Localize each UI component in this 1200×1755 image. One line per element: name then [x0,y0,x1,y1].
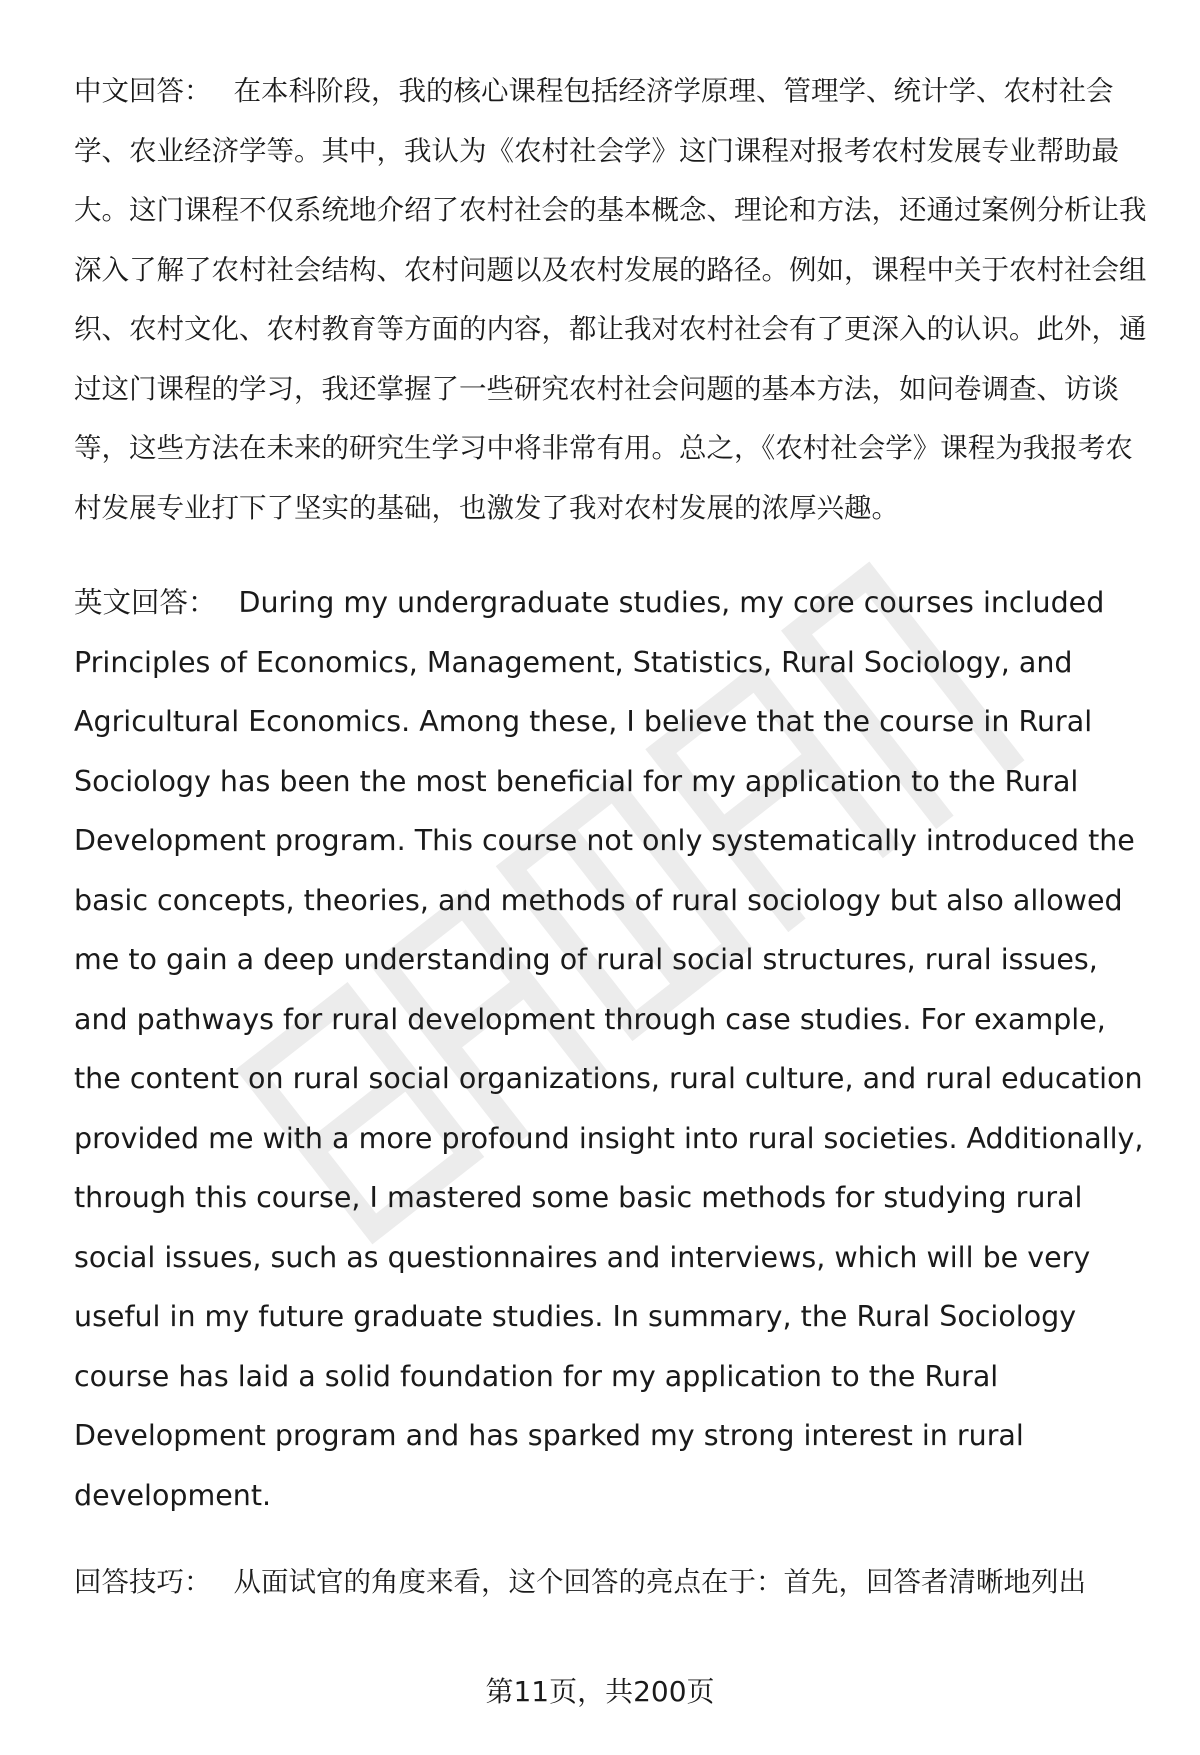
chinese-answer-text: 在本科阶段，我的核心课程包括经济学原理、管理学、统计学、农村社会学、农业经济学等。其中，我认为《农村社会学》这门课程对报考农村发展专业帮助最大。这门课程不仅系统地介绍了农村社会的基本概念、理论和方法，还通过案例分析让我深入了解了农村社会结构、农村问题以及农村发展的路径。例如，课程中关于农村社会组织、农村文化、农村教育等方面的内容，都让我对农村社会有了更深入的认识。此外，通过这门课程的学习，我还掌握了一些研究农村社会问题的基本方法，如问卷调查、访谈等，这些方法在未来的研究生学习中将非常有用。总之，《农村社会学》课程为我报考农村发展专业打下了坚实的基础，也激发了我对农村发展的浓厚兴趣。 [74,75,1147,524]
chinese-answer-label: 中文回答： [74,75,212,107]
answer-tips-text: 从面试官的角度来看，这个回答的亮点在于：首先，回答者清晰地列出 [233,1566,1086,1598]
answer-tips-paragraph [74,1553,1154,1613]
english-answer-label: 英文回答： [74,586,217,619]
answer-tips-label: 回答技巧： [74,1566,212,1598]
page-number-footer: 第11页，共200页 [485,1675,715,1708]
english-answer-text: During my undergraduate studies, my core courses included Principles of Economics, Management, Statistics, Rural Sociology, and Agricultural Economics. Among these, I believe that the course in Rural Sociology has been the most beneficial for my application to the Rural Development program. This course not only systematically introduced the basic concepts, theories, and methods of rural sociology but also allowed me to gain a deep understanding of rural social structures, rural issues, and pathways for rural development through case studies. For example, the content on rural social organizations, rural culture, and rural education provided me with a more profound insight into rural societies. Additionally, through this course, I mastered some basic methods for studying rural social issues, such as questionnaires and interviews, which will be very useful in my future graduate studies. In summary, the Rural Sociology course has laid a solid foundation for my application to the Rural Development program and has sparked my strong interest in rural development. [74,586,1144,1512]
document-body [74,62,1154,1613]
chinese-answer-paragraph [74,62,1154,538]
english-answer-paragraph [74,573,1154,1525]
